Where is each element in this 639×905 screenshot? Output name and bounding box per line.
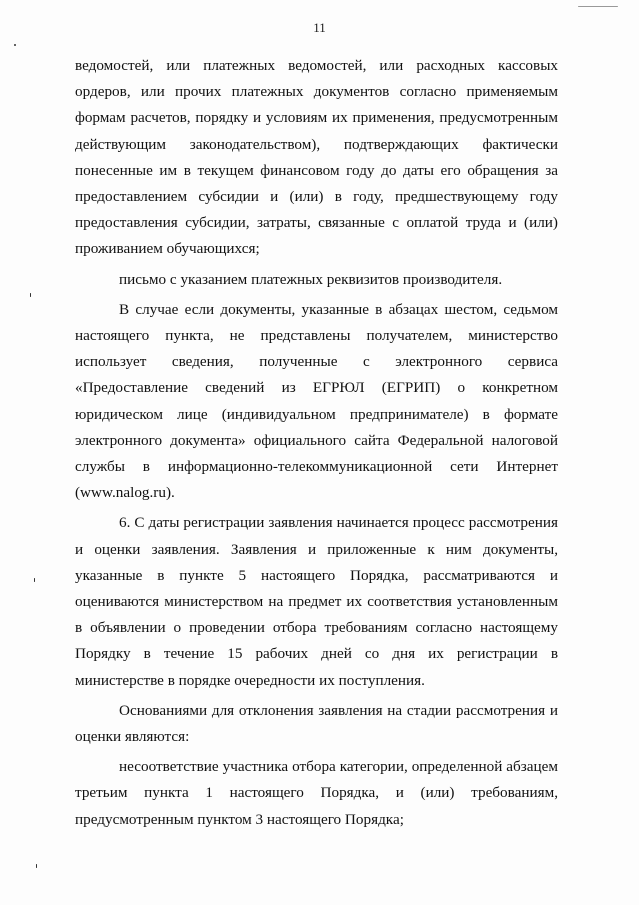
paragraph-1: ведомостей, или платежных ведомостей, или расходных кассовых ордеров, или прочих платежных документов согласно применяемым формам расчетов, порядку и условиям их применения, предусмотренным действующим законодательством), подтверждающих фактически понесенные им в текущем финансовом году до даты его обращения за предоставлением субсидии и (или) в году, предшествующему году предоставления субсидии, затраты, связанные с оплатой труда и (или) проживанием обучающихся; <box>75 57 558 258</box>
scan-artifact <box>14 44 16 46</box>
paragraph-5: Основаниями для отклонения заявления на стадии рассмотрения и оценки являются: <box>75 701 558 746</box>
document-body <box>75 53 558 833</box>
page-number: 11 <box>313 20 326 35</box>
paragraph-4: 6. С даты регистрации заявления начинается процесс рассмотрения и оценки заявления. Заявления и приложенные к ним документы, указанные в пункте 5 настоящего Порядка, рассматриваются и оцениваются министерством на предмет их соответствия установленным в объявлении о проведении отбора требованиям согласно настоящему Порядку в течение 15 рабочих дней со дня их регистрации в министерстве в порядке очередности их поступления. <box>75 514 558 689</box>
scan-artifact <box>578 6 618 7</box>
scan-artifact <box>34 578 35 582</box>
paragraph-3: В случае если документы, указанные в абзацах шестом, седьмом настоящего пункта, не представлены получателем, министерство использует сведения, полученные с электронного сервиса «Предоставление сведений из ЕГРЮЛ (ЕГРИП) о конкретном юридическом лице (индивидуальном предпринимателе) в формате электронного документа» официального сайта Федеральной налоговой службы в информационно-телекоммуникационной сети Интернет (www.nalog.ru). <box>75 300 558 502</box>
scan-artifact <box>30 293 31 297</box>
paragraph-2: письмо с указанием платежных реквизитов производителя. <box>119 270 503 288</box>
paragraph-6: несоответствие участника отбора категории, определенной абзацем третьим пункта 1 настоящего Порядка, и (или) требованиям, предусмотренным пунктом 3 настоящего Порядка; <box>75 758 558 828</box>
scan-artifact <box>36 864 37 868</box>
